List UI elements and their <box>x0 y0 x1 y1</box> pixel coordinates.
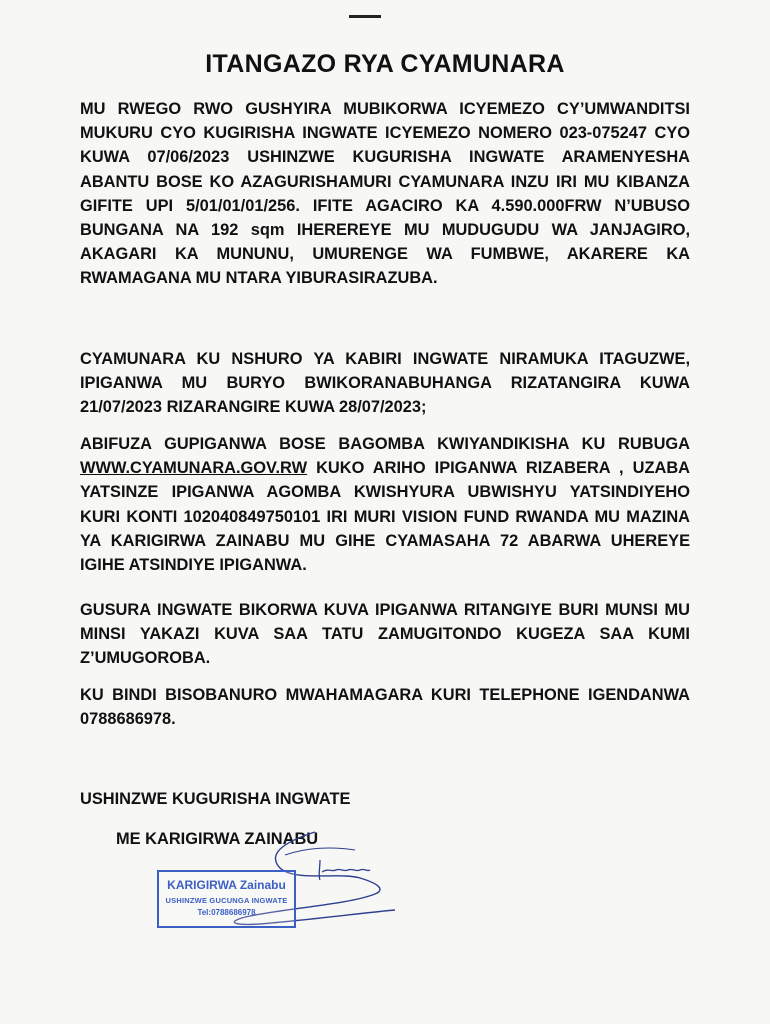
stamp-role: USHINZWE GUCUNGA INGWATE <box>165 896 288 905</box>
registration-text-before: ABIFUZA GUPIGANWA BOSE BAGOMBA KWIYANDIKISHA KU RUBUGA <box>80 435 690 453</box>
paragraph-registration <box>80 432 690 577</box>
signatory-role: USHINZWE KUGURISHA INGWATE <box>80 790 351 808</box>
signatory-name: ME KARIGIRWA ZAINABU <box>116 830 319 848</box>
paragraph-contact: KU BINDI BISOBANURO MWAHAMAGARA KURI TELEPHONE IGENDANWA 0788686978. <box>80 686 690 729</box>
top-rule <box>349 15 381 18</box>
auction-website-link[interactable]: WWW.CYAMUNARA.GOV.RW <box>80 459 308 478</box>
paragraph-auction-details: MU RWEGO RWO GUSHYIRA MUBIKORWA ICYEMEZO CY’UMWANDITSI MUKURU CYO KUGIRISHA INGWATE ICYEMEZO NOMERO 023-075247 CYO KUWA 07/06/2023 USHINZWE KUGURISHA INGWATE ARAMENYESHA ABANTU BOSE KO AZAGURISHAMURI CYAMUNARA INZU IRI MU KIBANZA GIFITE UPI 5/01/01/01/256. IFITE AGACIRO KA 4.590.000FRW N’UBUSO BUNGANA NA 192 sqm IHEREREYE MU MUDUGUDU WA JANJAGIRO, AKAGARI KA MUNUNU, UMURENGE WA FUMBWE, AKARERE KA RWAMAGANA MU NTARA YIBURASIRAZUBA. <box>80 100 690 288</box>
stamp-name: KARIGIRWA Zainabu <box>167 878 286 892</box>
registration-text-after: KUKO ARIHO IPIGANWA RIZABERA , UZABA YATSINZE IPIGANWA AGOMBA KWISHYURA UBWISHYU YATSINDIYEHO KURI KONTI 102040849750101 IRI MURI VISION FUND RWANDA MU MAZINA YA KARIGIRWA ZAINABU MU GIHE CYAMASAHA 72 ABARWA UHEREYE IGIHE ATSINDIYE IPIGANWA. <box>80 459 690 575</box>
stamp-phone: Tel:0788686978 <box>197 908 256 917</box>
paragraph-visiting-hours: GUSURA INGWATE BIKORWA KUVA IPIGANWA RITANGIYE BURI MUNSI MU MINSI YAKAZI KUVA SAA TATU ZAMUGITONDO KUGEZA SAA KUMI Z’UMUGOROBA. <box>80 601 690 668</box>
paragraph-bidding-dates: CYAMUNARA KU NSHURO YA KABIRI INGWATE NIRAMUKA ITAGUZWE, IPIGANWA MU BURYO BWIKORANABUHANGA RIZATANGIRA KUWA 21/07/2023 RIZARANGIRE KUWA 28/07/2023; <box>80 350 690 417</box>
official-stamp <box>157 870 296 928</box>
document-title: ITANGAZO RYA CYAMUNARA <box>205 50 565 78</box>
